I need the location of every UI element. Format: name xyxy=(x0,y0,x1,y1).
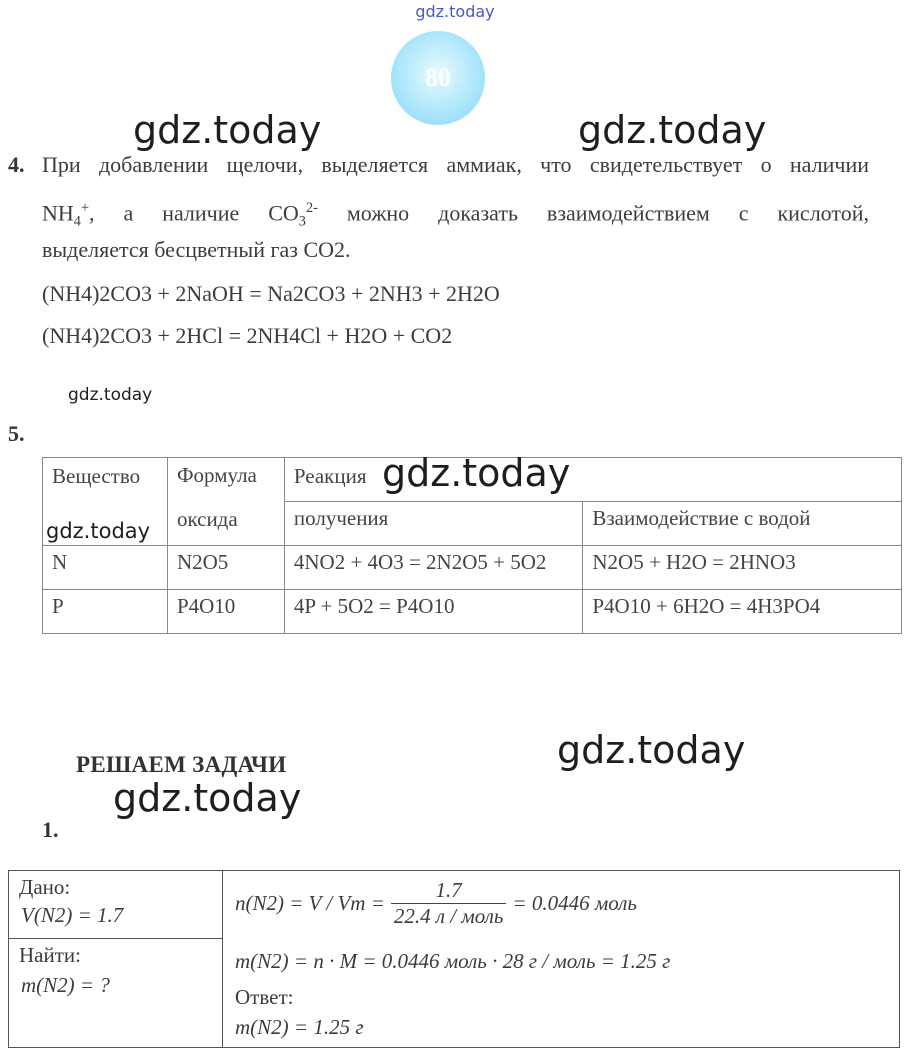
problem-number: 1. xyxy=(42,817,59,842)
watermark: gdz.today xyxy=(382,451,571,495)
cell-obtaining: 4P + 5O2 = P4O10 xyxy=(284,590,583,634)
cell-oxide: N2O5 xyxy=(167,546,284,590)
section-heading: РЕШАЕМ ЗАДАЧИ xyxy=(76,752,287,777)
answer-value: m(N2) = 1.25 г xyxy=(235,1015,364,1039)
table-row xyxy=(43,590,902,634)
header-substance: Вещество xyxy=(43,458,168,546)
cell-substance: N xyxy=(43,546,168,590)
task-4-line-3: выделяется бесцветный газ CO2. xyxy=(42,237,351,262)
watermark: gdz.today xyxy=(578,108,767,152)
watermark: gdz.today xyxy=(133,108,322,152)
answer-label: Ответ: xyxy=(235,985,294,1009)
task-4-number: 4. xyxy=(8,152,25,177)
table-row xyxy=(43,546,902,590)
task-4-equation-2: (NH4)2CO3 + 2HCl = 2NH4Cl + H2O + CO2 xyxy=(42,323,453,348)
cell-obtaining: 4NO2 + 4O3 = 2N2O5 + 5O2 xyxy=(284,546,583,590)
solution-step-1: n(N2) = V / Vm = $\frac{1.7}{\text{22.4 л / моль}}$ = 0.0446 моль xyxy=(235,878,637,928)
cell-water: N2O5 + H2O = 2HNO3 xyxy=(583,546,902,590)
watermark: gdz.today xyxy=(46,519,151,543)
find-label: Найти: xyxy=(19,943,81,967)
find-value: m(N2) = ? xyxy=(21,973,110,997)
top-watermark: gdz.today xyxy=(415,2,495,21)
given-label: Дано: xyxy=(19,875,71,899)
task-4-equation-1: (NH4)2CO3 + 2NaOH = Na2CO3 + 2NH3 + 2H2O xyxy=(42,281,500,306)
task-5-number: 5. xyxy=(8,421,25,446)
problem-box xyxy=(8,870,900,1048)
watermark: gdz.today xyxy=(557,728,746,772)
header-obtaining: получения xyxy=(284,502,583,546)
cell-oxide: P4O10 xyxy=(167,590,284,634)
watermark: gdz.today xyxy=(68,385,153,405)
header-water: Взаимодействие с водой xyxy=(583,502,902,546)
header-reaction: Реакция xyxy=(284,458,901,502)
page-number-badge: 80 xyxy=(391,31,485,125)
header-formula: Формула оксида xyxy=(167,458,284,546)
task-4-line-2: $NH_4^+$, а наличие $CO_3^{2-}$ можно доказать взаимодействием с кислотой, xyxy=(42,200,869,230)
cell-water: P4O10 + 6H2O = 4H3PO4 xyxy=(583,590,902,634)
task-4-line-1: При добавлении щелочи, выделяется аммиак, что свидетельствует о наличии xyxy=(42,152,869,177)
watermark: gdz.today xyxy=(113,776,302,820)
cell-substance: P xyxy=(43,590,168,634)
given-value: V(N2) = 1.7 xyxy=(21,903,124,927)
solution-step-2: m(N2) = n · M = 0.0446 моль · 28 г / моль = 1.25 г xyxy=(235,949,671,973)
